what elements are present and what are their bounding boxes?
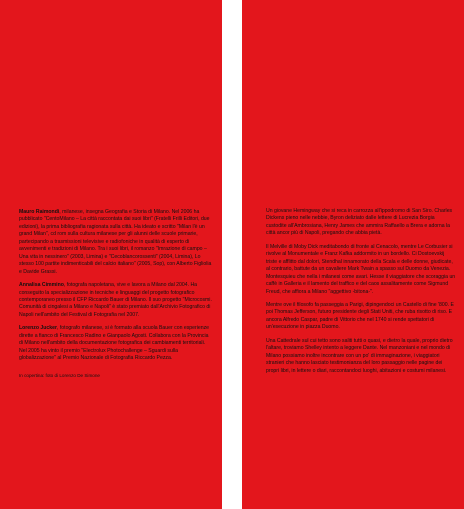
blurb-paragraph: Il Melville di Moby Dick meditabondo di fronte al Cenacolo, mentre Le Corbusier si rivolve al Monumentale e Franz Kafka addormito in un bordello. Ci Dostoevskij triste e afflitto dal dolori, Stendhal innamorato della Scala e delle donne, giudicate, al contrario, battute da un cavaliere Mark Twain a spasso sul Duomo da Venezia. Montesquieu che nella i milanesi come avari. Hesse il viaggiatore che scoraggia un caffè in Galleria e il lamento del traffico e del caos assalitamente come Sigmund Freud, che affiora a Milano "aggettivo -bitona-". [266, 243, 456, 295]
bio-text: , milanese, insegna Geografia e Storia di Milano. Nel 2006 ha pubblicato "CentoMilano – La città raccontata dai suoi libri" (Fratelli Frilli Editori, due edizioni), la prima bibliografia ragionata sulla città. Ha ideato e scritto "Milan l'è un grand Milan", cd rom sulla cultura milanese per gli alunni delle scuole primarie, partecipando a trasmissioni televisive e radiofoniche in qualità di esperto di avvenimenti e tradizioni di Milano. Tra i suoi libri, il romanzo "Imrazione di campo – Una vita in nessinero" (2003, Limina) e "Cecoblancorossenti" (2004, Limina), Lo stesso 100 partite indimenticabili del calcio italiano" (2005, Sop), con Alberto Figliolia e Davide Grassi. [19, 209, 212, 275]
cover-credits: In copertina: foto di Lorenzo De Simone [19, 372, 100, 378]
blurb-paragraph: Mentre ove il filosofo fa passeggia a Parigi, dipingendoci un Castello di fine '800. E poi Thomas Jefferson, futuro presidente degli Stati Uniti, che ruba risotto di riso. E ancora Alfredo Caspar, padre di Vittorio che nel 1740 si rende spettatori di un'esecuzione in piazza Duomo. [266, 301, 454, 331]
author-name: Annalisa Cimmino [19, 282, 64, 289]
blurb-paragraph: Un giovane Hemingway che si reca in carrozza all'ippodromo di San Siro. Charles Dickens pieno nelle nebbie, Byron deliziato dalle lettere di Lucrezia Borgia custodite all'Ambrosiana, Henry James che ammira Raffaello a Brera e adorna la città ancor più di Napoli, pregando che abbia pietà. [266, 208, 453, 237]
author-name: Lorenzo Jucker [19, 325, 57, 332]
bio-paragraph [19, 325, 212, 362]
author-name: Mauro Raimondi [19, 209, 60, 215]
blurb-paragraph: Una Cattedrale sul cui tetto sono saliti tutti o quasi, e dietro la quale, proprio dietro l'altare, troviamo Shelley intento a leggere Dante. Nel manzoniani e nel mondo di Milano possiamo inoltre incontrare con un po' di immaginazione, i viaggiatori stranieri che hanno lasciato testimonianza del loro passaggio nelle pagine dei propri libri, in lettere o diari, raccontandoci luoghi, abitazioni e costumi milanesi. [266, 337, 453, 374]
left-panel [0, 0, 222, 509]
bio-paragraph [19, 282, 212, 319]
bio-paragraph [19, 209, 212, 276]
bio-text: , fotografa napoletana, vive e lavora a Milano dal 2004. Ha conseguito la specializzazione in tecniche e linguaggi del progetto fotografico contemporaneo presso il CFP Riccardo Bauer di Milano. Il suo progetto "Microcosmi. Comunità di cingalesi a Milano e Napoli" è stato premiato dall'Archivio Fotografico di Napoli nell'ambito del Festival di Fotografia nel 2007. [19, 282, 212, 318]
right-panel [242, 0, 464, 509]
bio-text: , fotografo milanese, si è formato alla scuola Bauer con esperienze dirette a fianco di Francesco Radino e Gianpaolo Agosti. Collabora con la Provincia di Milano nell'ambito della documentazione fotografica dei cambiamenti territoriali. Nel 2005 ha vinto il premio "Electrolux Photochallenge – Sguardi sulla globalizzazione" al Premio Nazionale di Fotografia Riccardo Pezza. [19, 325, 210, 362]
